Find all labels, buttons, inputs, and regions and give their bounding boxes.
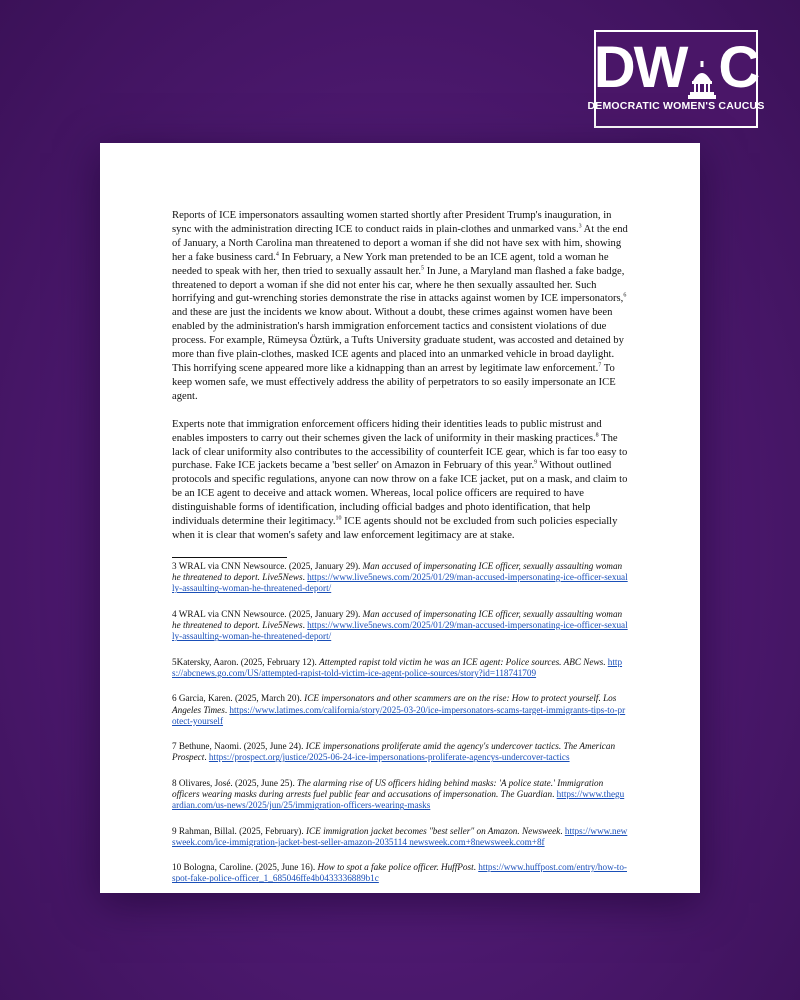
document-body <box>172 209 628 899</box>
paragraph-1-text: Reports of ICE impersonators assaulting women started shortly after President Trump's inauguration, in sync with the administration directing ICE to conduct raids in plain-clothes and unmarked vans. <box>172 210 612 235</box>
logo-tagline: DEMOCRATIC WOMEN'S CAUCUS <box>587 100 765 112</box>
footnote-title: How to spot a fake police officer. HuffPost <box>317 862 474 873</box>
footnote-9 <box>172 826 628 849</box>
footnote-sep: . <box>302 620 308 631</box>
paragraph-1-text: In February, a New York man pretended to be an ICE agent, told a woman he needed to speak with her, then tried to sexually assault her. <box>172 251 609 277</box>
logo-mark-right: C <box>718 35 759 100</box>
paragraph-2 <box>172 418 628 543</box>
footnote-link[interactable]: https://prospect.org/justice/2025-06-24-ice-impersonations-proliferate-agencys-undercover-tactics <box>208 752 570 763</box>
paragraph-1-text: In June, a Maryland man flashed a fake badge, threatened to deport a woman if she did not enter his car, where he then sexually assaulted her. Such horrifying and gut-wrenching stories demonstrate the rise in attacks against women by ICE impersonators, <box>172 265 625 305</box>
paragraph-2-text: ICE agents should not be excluded from such policies especially when it is clear that women's safety and law enforcement legitimacy are at stake. <box>172 516 618 541</box>
footnote-link[interactable]: https://abcnews.go.com/US/attempted-rapist-told-victim-ice-agent-police-sources/story?id=118741709 <box>172 656 623 678</box>
footnote-link[interactable]: https://www.live5news.com/2025/01/29/man-accused-impersonating-ice-officer-sexually-assaulting-woman-he-threatened-deport/ <box>172 572 628 594</box>
paragraph-2-text: Experts note that immigration enforcement officers hiding their identities leads to public mistrust and enables imposters to carry out their schemes given the lack of uniformity in their masking practices. <box>172 418 602 444</box>
footnote-10 <box>172 862 628 885</box>
logo-mark-left: DW <box>593 35 687 100</box>
footnote-author: 8 Olivares, José. (2025, June 25). <box>172 777 298 788</box>
footnote-title: Man accused of impersonating ICE officer, sexually assaulting woman he threatened to deport. Live5News <box>172 608 623 631</box>
footnote-title: Man accused of impersonating ICE officer, sexually assaulting woman he threatened to deport. Live5News <box>172 560 623 583</box>
footnote-sep: . <box>302 572 308 583</box>
dwc-logo <box>587 30 765 128</box>
footnote-author: 10 Bologna, Caroline. (2025, June 16). <box>172 862 318 873</box>
footnote-divider <box>172 557 287 558</box>
footnote-sep: . <box>552 789 557 799</box>
footnote-sep: . <box>603 656 608 667</box>
footnote-8 <box>172 778 628 812</box>
footnote-author: 9 Rahman, Billal. (2025, February). <box>172 825 306 836</box>
footnote-link[interactable]: https://www.latimes.com/california/story/2025-03-20/ice-impersonators-scams-target-immigrants-tips-to-protect-yourself <box>172 704 626 726</box>
footnote-author: 6 Garcia, Karen. (2025, March 20). <box>172 693 305 704</box>
footnote-title: ICE impersonators and other scammers are on the rise: How to protect yourself. Los Angeles Times <box>172 693 617 715</box>
footnote-ref: 7 <box>598 362 602 369</box>
footnote-ref: 4 <box>275 251 279 258</box>
footnote-ref: 5 <box>421 265 425 272</box>
footnote-title: ICE impersonations proliferate amid the agency's undercover tactics. The American Prospect <box>172 741 616 763</box>
document-page <box>100 143 700 893</box>
footnote-sep: . <box>224 704 230 715</box>
footnote-3 <box>172 561 628 595</box>
footnote-link[interactable]: https://www.theguardian.com/us-news/2025/jun/25/immigration-officers-wearing-masks <box>172 789 625 811</box>
footnote-link[interactable]: https://www.live5news.com/2025/01/29/man-accused-impersonating-ice-officer-sexually-assaulting-woman-he-threatened-deport/ <box>172 620 628 642</box>
capitol-dome-icon <box>687 54 717 98</box>
paragraph-1-text: and these are just the incidents we know about. Without a doubt, these crimes against women have been enabled by the administration's harsh immigration enforcement tactics and consistent violations of due process. For example, Rümeysa Öztürk, a Tufts University graduate student, was accosted and detained by more than five plain-clothes, masked ICE agents and placed into an unmarked vehicle in broad daylight. This horrifying scene appeared more like a kidnapping than an arrest by legitimate law enforcement. <box>172 307 624 374</box>
paragraph-1 <box>172 209 628 404</box>
footnotes <box>172 561 628 885</box>
footnote-link[interactable]: https://www.newsweek.com/ice-immigration-jacket-best-seller-amazon-2035114 newsweek.com+8newsweek.com+8f <box>172 825 628 847</box>
footnote-ref: 8 <box>595 432 599 439</box>
footnote-sep: . <box>473 862 479 873</box>
footnote-author: 7 Bethune, Naomi. (2025, June 24). <box>172 741 306 752</box>
footnote-ref: 3 <box>578 223 582 230</box>
logo-mark <box>593 35 759 100</box>
paragraph-1-text: To keep women safe, we must effectively address the ability of perpetrators to so easily impersonate an ICE agent. <box>172 362 616 402</box>
footnote-link[interactable]: https://www.huffpost.com/entry/how-to-spot-fake-police-officer_1_685046ffe4b0433336889b1c <box>172 862 627 884</box>
footnote-ref: 6 <box>623 292 627 299</box>
footnote-title: The alarming rise of US officers hiding behind masks: 'A police state.' Immigration officers wearing masks during arrests fuel public fear and accusations of impersonation. The Guardian <box>172 777 604 799</box>
paragraph-2-text: The lack of clear uniformity also contributes to the accessibility of counterfeit ICE gear, which is far too easy to purchase. Fake ICE jackets became a 'best seller' on Amazon in February of this year. <box>172 432 628 472</box>
footnote-ref: 10 <box>335 515 342 522</box>
paragraph-1-text: At the end of January, a North Carolina man threatened to deport a woman if she did not have sex with him, showing her a fake business card. <box>172 223 628 263</box>
footnote-sep: . <box>560 825 565 836</box>
footnote-author: 3 WRAL via CNN Newsource. (2025, January 29). <box>172 560 363 571</box>
footnote-ref: 9 <box>534 459 538 466</box>
paragraph-2-text: Without outlined protocols and specific regulations, anyone can now throw on a fake ICE jacket, put on a mask, and claim to be an ICE agent to deceive and attack women. Whereas, local police officers are required to have distinguishable forms of identification, including official badges and photo identification, that help individuals determine their legitimacy. <box>172 460 628 528</box>
footnote-4 <box>172 609 628 643</box>
footnote-sep: . <box>204 752 209 763</box>
footnote-author: 4 WRAL via CNN Newsource. (2025, January 29). <box>172 608 363 619</box>
footnote-5 <box>172 657 628 680</box>
footnote-7 <box>172 741 628 764</box>
footnote-author: 5Katersky, Aaron. (2025, February 12). <box>172 656 320 667</box>
footnote-title: Attempted rapist told victim he was an ICE agent: Police sources. ABC News <box>319 656 604 667</box>
footnote-title: ICE immigration jacket becomes "best seller" on Amazon. Newsweek <box>305 825 561 836</box>
footnote-6 <box>172 693 628 727</box>
